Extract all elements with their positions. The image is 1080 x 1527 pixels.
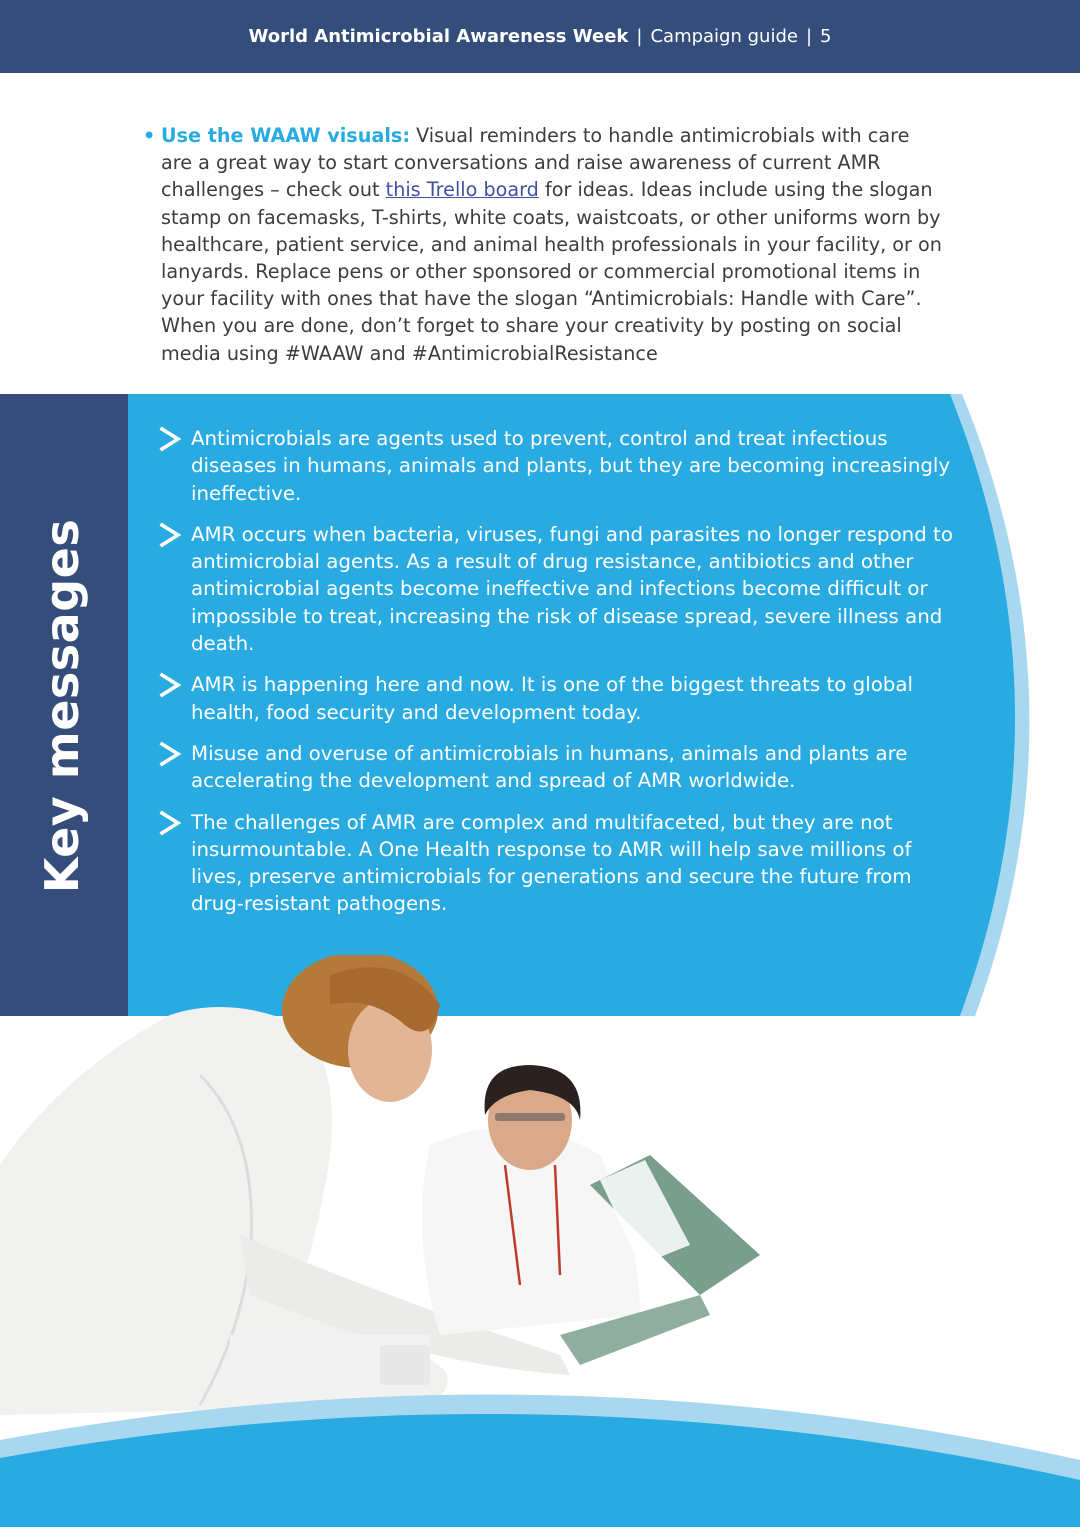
key-message-item — [158, 521, 958, 657]
trello-board-link[interactable]: this Trello board — [385, 178, 539, 202]
tip-text: for ideas. Ideas include using the slogan stamp on facemasks, T-shirts, white coats, waistcoats, or other uniforms worn by healthcare, patient service, and animal health professionals in your facility, or on lanyards. Replace pens or other sponsored or commercial promotional items in your facility with ones that have the slogan “Antimicrobials: Handle with Care”. When you are done, don’t forget to share your creativity by posting on social media using #WAAW and #AntimicrobialResistance — [161, 178, 942, 365]
tip-lead: Use the WAAW visuals: — [161, 124, 410, 147]
key-message-text: The challenges of AMR are complex and multifaceted, but they are not insurmountable. A One Health response to AMR will help save millions of lives, preserve antimicrobials for generations and secure the future from drug-resistant pathogens. — [191, 810, 912, 916]
chevron-right-icon — [158, 810, 182, 836]
key-message-item — [158, 809, 958, 918]
header-subtitle: Campaign guide — [650, 26, 798, 47]
key-message-text: Misuse and overuse of antimicrobials in humans, animals and plants are accelerating the development and spread of AMR worldwide. — [191, 741, 908, 793]
key-message-text: AMR is happening here and now. It is one of the biggest threats to global health, food security and development today. — [191, 673, 913, 724]
health-workers-photo — [0, 955, 800, 1415]
key-message-item — [158, 671, 958, 726]
chevron-right-icon — [158, 741, 182, 767]
bullet-marker: • — [143, 124, 156, 147]
chevron-right-icon — [158, 672, 182, 698]
key-messages-title: Key messages — [35, 518, 89, 894]
waaw-visuals-tip — [143, 122, 943, 367]
key-message-text: AMR occurs when bacteria, viruses, fungi and parasites no longer respond to antimicrobial agents. As a result of drug resistance, antibiotics and other antimicrobial agents become ineffective and infections become difficult or impossible to treat, increasing the risk of disease spread, severe illness and death. — [191, 522, 953, 656]
tip-text: Visual reminders to handle antimicrobials with care are a great way to start conversations and raise awareness of current AMR challenges – check out — [161, 124, 910, 202]
key-message-text: Antimicrobials are agents used to prevent, control and treat infectious diseases in humans, animals and plants, but they are becoming increasingly ineffective. — [191, 427, 951, 505]
key-message-item — [158, 425, 958, 507]
tip-paragraph — [143, 122, 943, 367]
page-number: 5 — [820, 26, 832, 47]
page-header — [0, 0, 1080, 73]
key-messages-list — [158, 425, 958, 932]
bottom-wave-decoration — [0, 1380, 1080, 1527]
chevron-right-icon — [158, 426, 182, 452]
header-separator: | — [805, 26, 813, 47]
header-title: World Antimicrobial Awareness Week — [248, 26, 629, 47]
header-separator: | — [636, 26, 643, 47]
key-message-item — [158, 740, 958, 795]
chevron-right-icon — [158, 522, 182, 548]
